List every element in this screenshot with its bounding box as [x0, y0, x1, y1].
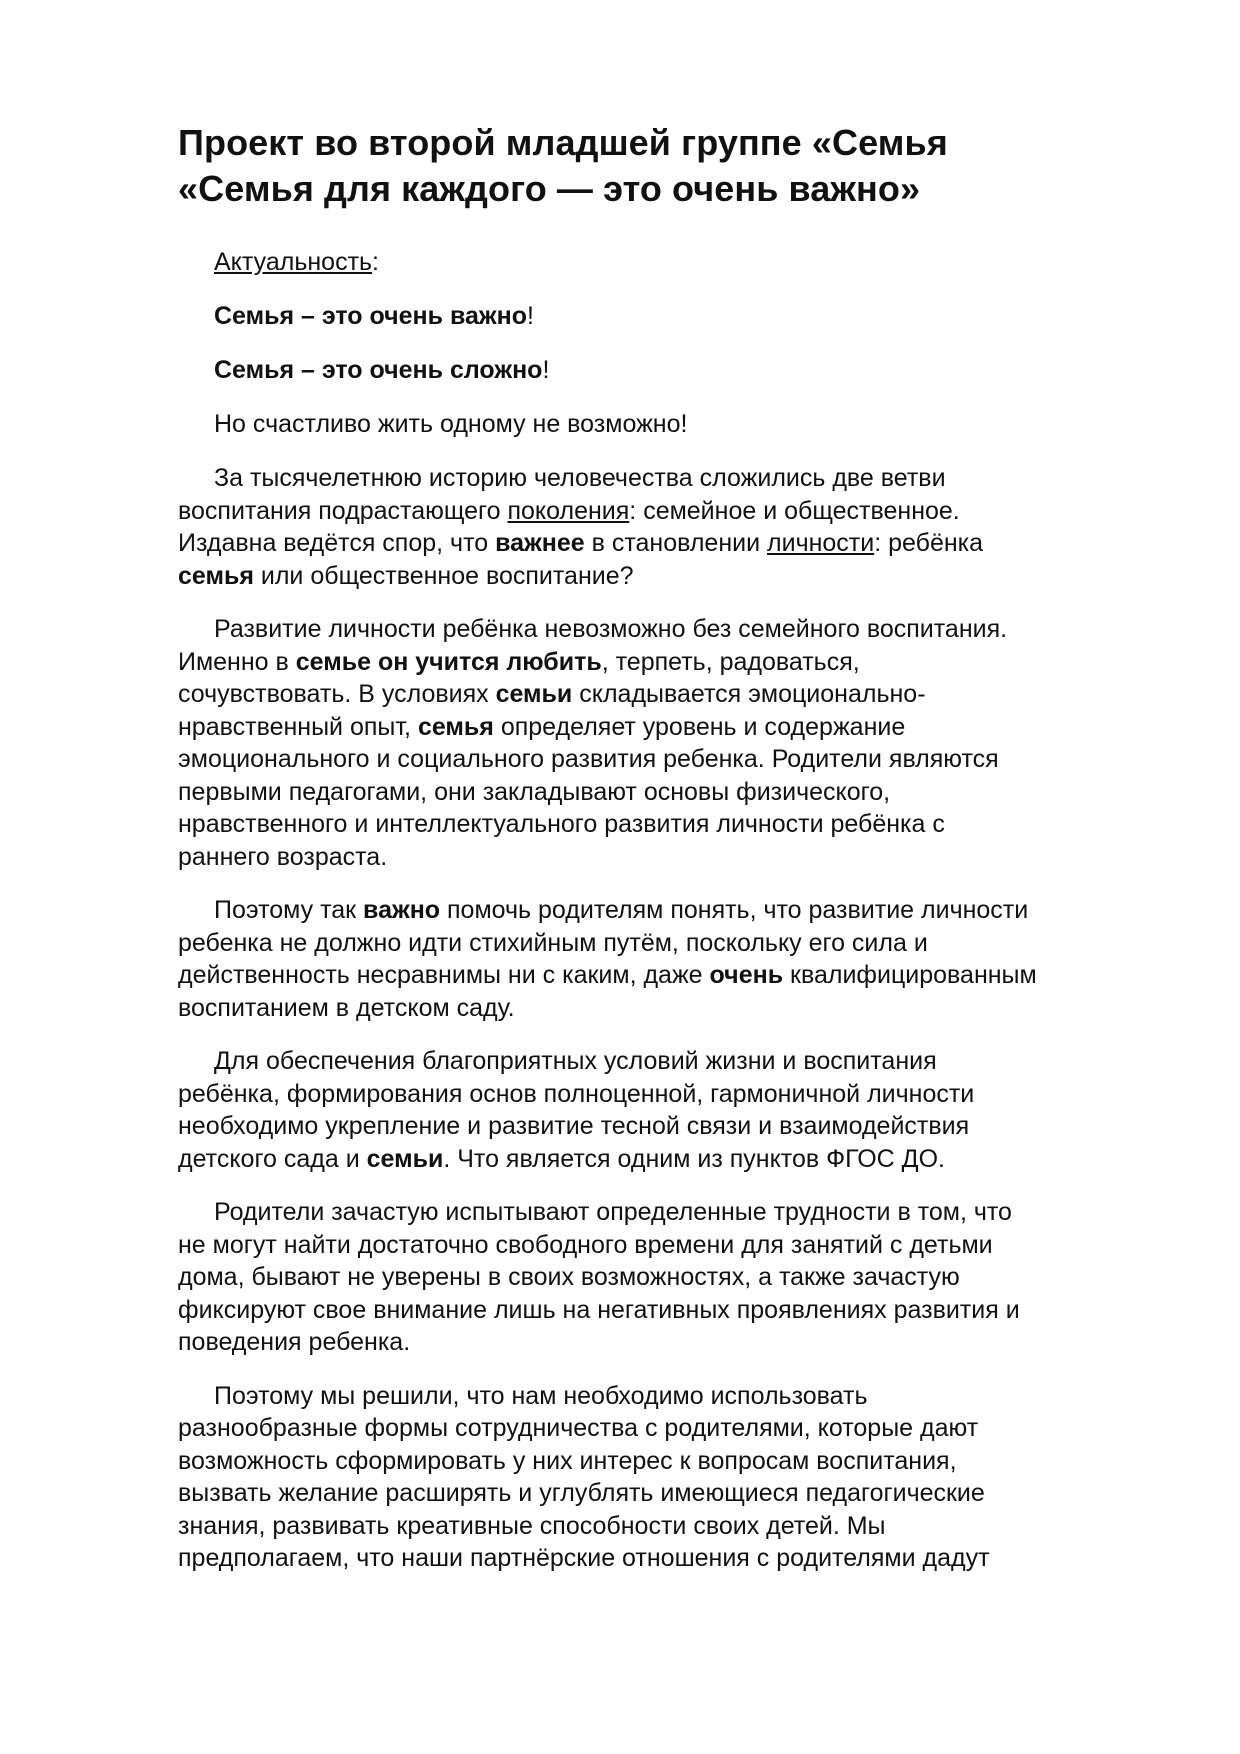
- text-line: сочувствовать. В условиях семьи складывается эмоционально-: [178, 680, 926, 708]
- text-line: эмоционального и социального развития ребенка. Родители являются: [178, 745, 999, 773]
- text-line: необходимо укрепление и развитие тесной связи и взаимодействия: [178, 1112, 970, 1140]
- bold-term: семьи: [495, 680, 573, 708]
- paragraph-importance: [178, 894, 1178, 1024]
- text-line: вызвать желание расширять и углублять имеющиеся педагогические: [178, 1479, 985, 1507]
- paragraph-difficulties: [178, 1196, 1178, 1359]
- underlined-term: поколения: [507, 496, 630, 525]
- paragraph-cooperation: [178, 1380, 1178, 1575]
- text-line: Поэтому так важно помочь родителям понять, что развитие личности: [214, 896, 1029, 924]
- motto-line-3: Но счастливо жить одному не возможно!: [214, 410, 688, 438]
- text-line: нравственный опыт, семья определяет уровень и содержание: [178, 712, 906, 741]
- bold-term: семье он учится любить: [295, 647, 602, 676]
- motto-line-2: [178, 354, 1178, 386]
- motto-line-1-end: !: [527, 302, 534, 330]
- text-line: не могут найти достаточно свободного времени для занятий с детьми: [178, 1230, 993, 1259]
- text-line: воспитания подрастающего поколения: семейное и общественное.: [178, 496, 960, 525]
- underlined-term: личности: [767, 529, 875, 557]
- title-line-1: Проект во второй младшей группе «Семья: [178, 122, 948, 163]
- bold-term: важнее: [495, 529, 585, 557]
- text-line: Развитие личности ребёнка невозможно без семейного воспитания.: [214, 615, 1008, 643]
- text-line: знания, развивать креативные способности своих детей. Мы: [178, 1511, 886, 1540]
- text-line: Именно в семье он учится любить, терпеть, радоваться,: [178, 647, 860, 676]
- motto-line-2-bold: Семья – это очень сложно: [214, 356, 543, 384]
- relevance-colon: :: [372, 248, 379, 276]
- paragraph-development: [178, 613, 1178, 873]
- text-line: первыми педагогами, они закладывают основы физического,: [178, 777, 891, 806]
- text-line: нравственного и интеллектуального развития личности ребёнка с: [178, 810, 945, 838]
- document-page: [178, 120, 1178, 1596]
- text-line: поведения ребенка.: [178, 1328, 411, 1356]
- text-line: дома, бывают не уверены в своих возможностях, а также зачастую: [178, 1263, 960, 1291]
- motto-line-1-bold: Семья – это очень важно: [214, 302, 528, 330]
- motto-line-1: [178, 300, 1178, 332]
- title-line-2: «Семья для каждого — это очень важно»: [178, 168, 921, 209]
- text-line: семья или общественное воспитание?: [178, 561, 634, 590]
- text-line: За тысячелетнюю историю человечества сложились две ветви: [214, 464, 946, 492]
- text-line: Для обеспечения благоприятных условий жизни и воспитания: [214, 1047, 937, 1075]
- relevance-heading: [178, 246, 1178, 278]
- text-line: предполагаем, что наши партнёрские отношения с родителями дадут: [178, 1544, 990, 1572]
- bold-term: важно: [363, 896, 441, 924]
- text-line: действенность несравнимы ни с каким, даже очень квалифицированным: [178, 961, 1037, 989]
- page-title: [178, 120, 1178, 212]
- text-line: возможность сформировать у них интерес к вопросам воспитания,: [178, 1446, 957, 1475]
- bold-term: семья: [417, 712, 494, 741]
- motto-line-2-end: !: [542, 356, 550, 384]
- text-line: фиксируют свое внимание лишь на негативных проявлениях развития и: [178, 1295, 1020, 1324]
- text-line: раннего возраста.: [178, 842, 388, 871]
- text-line: Родители зачастую испытывают определенные трудности в том, что: [214, 1198, 1012, 1226]
- text-line: ребенка не должно идти стихийным путём, поскольку его сила и: [178, 928, 928, 957]
- bold-term: очень: [709, 961, 784, 989]
- relevance-label: Актуальность: [214, 248, 373, 276]
- text-line: детского сада и семьи. Что является одним из пунктов ФГОС ДО.: [178, 1144, 946, 1173]
- text-line: Издавна ведётся спор, что важнее в становлении личности: ребёнка: [178, 529, 984, 557]
- text-line: ребёнка, формирования основ полноценной, гармоничной личности: [178, 1079, 975, 1108]
- bold-term: семьи: [366, 1144, 444, 1173]
- text-line: Поэтому мы решили, что нам необходимо использовать: [214, 1381, 868, 1410]
- paragraph-conditions: [178, 1045, 1178, 1175]
- paragraph-history: [178, 462, 1178, 592]
- text-line: воспитанием в детском саду.: [178, 993, 515, 1022]
- text-line: разнообразные формы сотрудничества с родителями, которые дают: [178, 1414, 979, 1442]
- bold-term: семья: [178, 561, 254, 590]
